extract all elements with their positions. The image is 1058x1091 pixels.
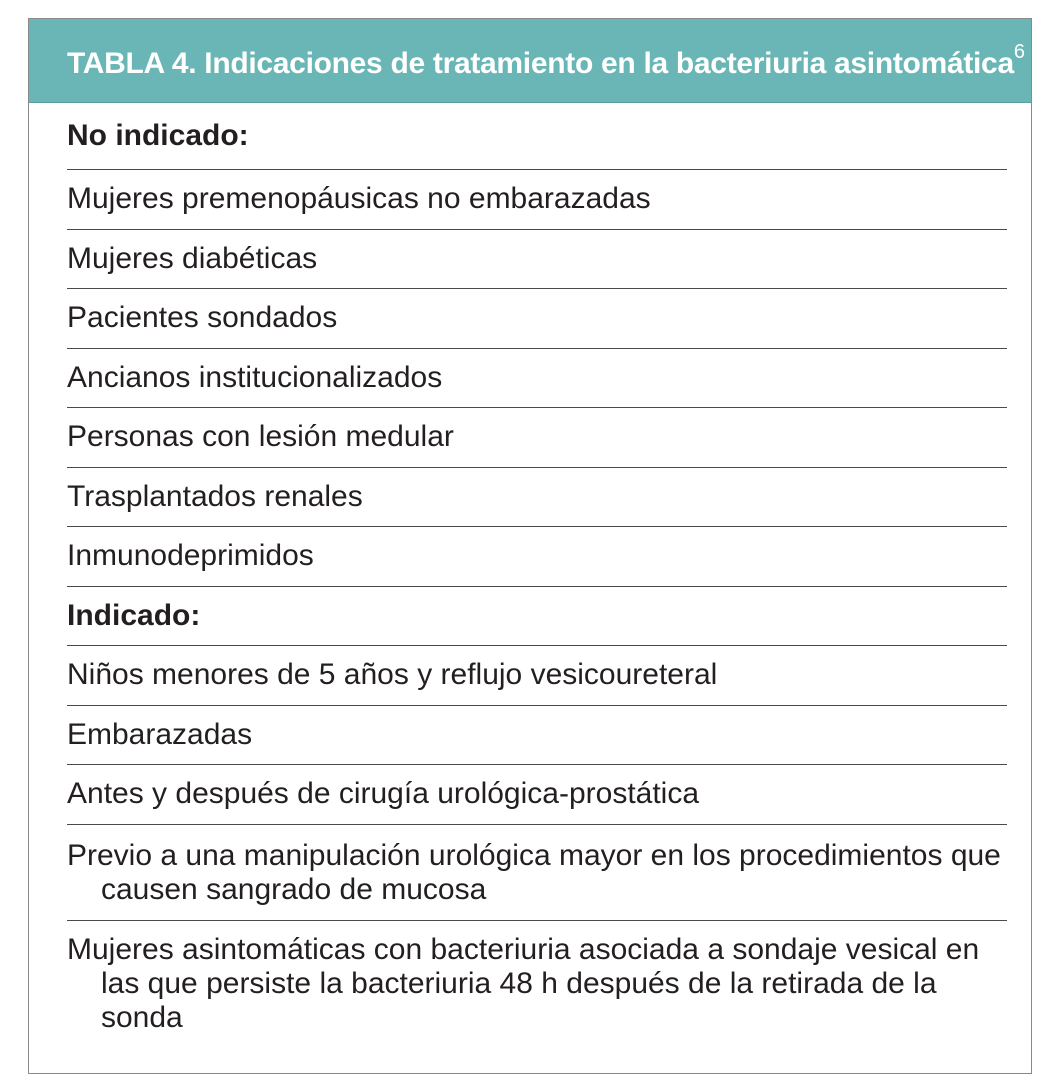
table-row: Embarazadas bbox=[67, 706, 1007, 766]
table-row: Niños menores de 5 años y reflujo vesicoureteral bbox=[67, 646, 1007, 706]
table-row: Mujeres premenopáusicas no embarazadas bbox=[67, 170, 1007, 230]
table-title-text: TABLA 4. Indicaciones de tratamiento en la bacteriuria asintomática bbox=[67, 46, 1014, 80]
table-row: Mujeres diabéticas bbox=[67, 230, 1007, 290]
table-title bbox=[67, 40, 1025, 81]
table-row: Inmunodeprimidos bbox=[67, 527, 1007, 587]
table-row bbox=[67, 921, 1007, 1051]
table-title-reference: 6 bbox=[1013, 40, 1025, 63]
table-row bbox=[67, 825, 1007, 921]
table-header bbox=[29, 19, 1031, 103]
table-row: Ancianos institucionalizados bbox=[67, 349, 1007, 409]
table-row: Personas con lesión medular bbox=[67, 408, 1007, 468]
table-row: Pacientes sondados bbox=[67, 289, 1007, 349]
table-row: Antes y después de cirugía urológica-prostática bbox=[67, 765, 1007, 825]
table-body bbox=[29, 103, 1031, 1051]
section-heading-not-indicated: No indicado: bbox=[67, 103, 1007, 170]
table-row: Trasplantados renales bbox=[67, 468, 1007, 528]
table-row-text: Mujeres asintomáticas con bacteriuria asociada a sondaje vesical en las que persiste la bacteriuria 48 h después de la retirada de la sonda bbox=[67, 932, 980, 1034]
section-heading-indicated: Indicado: bbox=[67, 587, 1007, 647]
table-row-text: Previo a una manipulación urológica mayor en los procedimientos que causen sangrado de mucosa bbox=[67, 838, 1001, 906]
table-container bbox=[28, 18, 1032, 1074]
